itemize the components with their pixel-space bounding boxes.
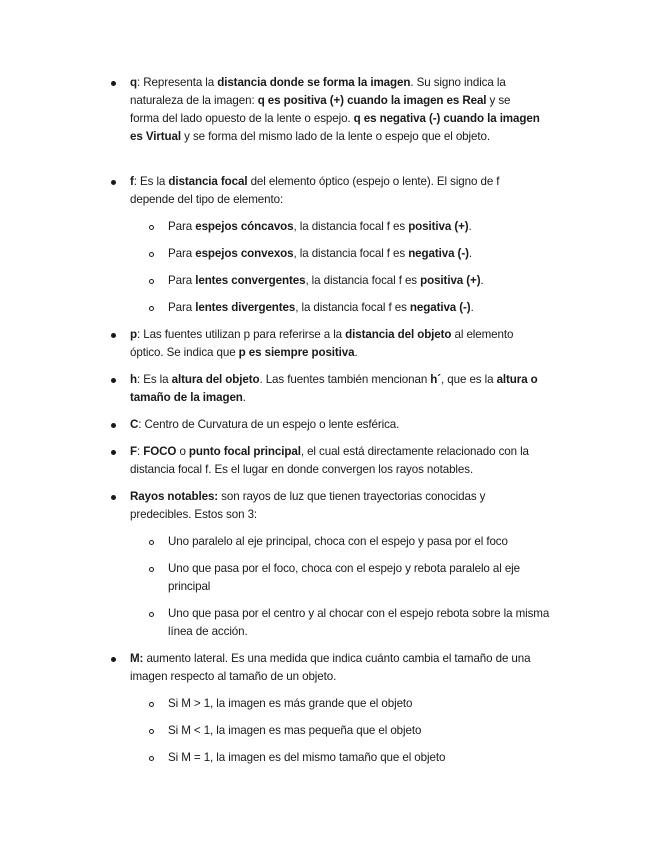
text-run: Para bbox=[168, 274, 196, 287]
text-run: Si M < 1, la imagen es mas pequeña que el objeto bbox=[168, 724, 422, 737]
bullet-circle-icon bbox=[149, 702, 154, 707]
sub-list-item bbox=[168, 272, 558, 290]
text-run: y se forma del mismo lado de la lente o espejo que el objeto. bbox=[181, 130, 490, 143]
bold-term: positiva (+) bbox=[420, 274, 481, 287]
text-run: . bbox=[468, 220, 472, 233]
text-run: Para bbox=[168, 247, 196, 260]
text-run: , que es la bbox=[441, 373, 497, 386]
list-item bbox=[130, 74, 542, 146]
bullet-disc-icon bbox=[111, 333, 116, 338]
bullet-circle-icon bbox=[149, 279, 154, 284]
bold-term: negativa (-) bbox=[409, 301, 471, 314]
text-run: Uno paralelo al eje principal, choca con el espejo y pasa por el foco bbox=[168, 535, 508, 548]
bold-term: distancia focal bbox=[168, 175, 248, 188]
text-run: . Su signo indica la naturaleza de la imagen: bbox=[130, 76, 506, 107]
sub-list-item bbox=[168, 299, 558, 317]
bold-term: f bbox=[130, 175, 134, 188]
list-item bbox=[130, 326, 542, 362]
list-item bbox=[130, 488, 542, 524]
text-run: Para bbox=[168, 220, 196, 233]
bold-term: espejos convexos bbox=[195, 247, 294, 260]
bullet-disc-icon bbox=[111, 81, 116, 86]
text-run: . bbox=[480, 274, 484, 287]
bullet-disc-icon bbox=[111, 450, 116, 455]
sub-list-item bbox=[168, 245, 558, 263]
bold-term: altura del objeto bbox=[171, 373, 260, 386]
text-run: , la distancia focal f es bbox=[295, 301, 410, 314]
list-item-text bbox=[130, 175, 499, 206]
text-run: , la distancia focal f es bbox=[293, 220, 409, 233]
bold-term: espejos cóncavos bbox=[195, 220, 294, 233]
bold-term: q es positiva (+) cuando la imagen es Real bbox=[257, 94, 487, 107]
text-run: : Centro de Curvatura de un espejo o lente esférica. bbox=[138, 418, 400, 431]
bullet-circle-icon bbox=[149, 306, 154, 311]
list-item-text bbox=[168, 247, 472, 260]
text-run: : Representa la bbox=[136, 76, 218, 89]
bullet-circle-icon bbox=[149, 567, 154, 572]
sub-list-item bbox=[168, 560, 558, 596]
bold-term: negativa (-) bbox=[408, 247, 469, 260]
text-run: Uno que pasa por el foco, choca con el espejo y rebota paralelo al eje principal bbox=[168, 562, 520, 593]
bold-term: lentes convergentes bbox=[195, 274, 306, 287]
text-run: . bbox=[468, 247, 472, 260]
sub-list-item bbox=[168, 722, 558, 740]
sub-list-item bbox=[168, 218, 558, 236]
bullet-circle-icon bbox=[149, 756, 154, 761]
sub-list-item bbox=[168, 533, 558, 551]
text-run: aumento lateral. Es una medida que indica cuánto cambia el tamaño de una imagen respecto al tamaño de un objeto. bbox=[130, 652, 531, 683]
list-item-text bbox=[168, 535, 508, 548]
list-item-text bbox=[130, 445, 529, 476]
text-run: Si M > 1, la imagen es más grande que el objeto bbox=[168, 697, 413, 710]
bullet-disc-icon bbox=[111, 423, 116, 428]
list-item bbox=[130, 371, 542, 407]
list-item-text bbox=[130, 490, 485, 521]
list-item-text bbox=[168, 274, 484, 287]
bold-term: p es siempre positiva bbox=[238, 346, 355, 359]
bold-term: q es negativa (-) cuando la imagen es Virtual bbox=[130, 112, 540, 143]
text-run: al elemento óptico. Se indica que bbox=[130, 328, 514, 359]
list-item-text bbox=[168, 562, 520, 593]
bullet-circle-icon bbox=[149, 540, 154, 545]
bullet-circle-icon bbox=[149, 612, 154, 617]
bold-term: h´ bbox=[430, 373, 442, 386]
list-item-text bbox=[168, 697, 412, 710]
text-run: del elemento óptico (espejo o lente). El signo de f depende del tipo de elemento: bbox=[130, 175, 500, 206]
bullet-disc-icon bbox=[111, 180, 116, 185]
list-item-text bbox=[130, 328, 513, 359]
list-item bbox=[130, 443, 542, 479]
text-run: : Es la bbox=[136, 373, 172, 386]
text-run: : Es la bbox=[133, 175, 169, 188]
text-run: son rayos de luz que tienen trayectorias conocidas y predecibles. Estos son 3: bbox=[130, 490, 486, 521]
sub-list-item bbox=[168, 749, 558, 767]
text-run: : bbox=[136, 445, 144, 458]
bold-term: M: bbox=[130, 652, 144, 665]
bold-term: punto focal principal bbox=[188, 445, 301, 458]
bullet-circle-icon bbox=[149, 729, 154, 734]
list-item-text bbox=[168, 220, 472, 233]
bold-term: F bbox=[130, 445, 137, 458]
text-run: Uno que pasa por el centro y al chocar con el espejo rebota sobre la misma línea de acción. bbox=[168, 607, 550, 638]
bullet-circle-icon bbox=[149, 252, 154, 257]
list-item-text bbox=[130, 418, 399, 431]
bullet-disc-icon bbox=[111, 378, 116, 383]
bullet-disc-icon bbox=[111, 495, 116, 500]
list-item bbox=[130, 173, 542, 209]
text-run: Si M = 1, la imagen es del mismo tamaño que el objeto bbox=[168, 751, 446, 764]
bold-term: C bbox=[130, 418, 139, 431]
bullet-circle-icon bbox=[149, 225, 154, 230]
bold-term: lentes divergentes bbox=[195, 301, 296, 314]
sub-list-item bbox=[168, 605, 558, 641]
bold-term: altura o tamaño de la imagen bbox=[130, 373, 538, 404]
text-run: . Las fuentes también mencionan bbox=[259, 373, 431, 386]
list-item bbox=[130, 416, 542, 434]
list-item-text bbox=[130, 373, 538, 404]
text-run: , la distancia focal f es bbox=[293, 247, 409, 260]
list-item bbox=[130, 650, 542, 686]
sub-list-item bbox=[168, 695, 558, 713]
text-run: o bbox=[176, 445, 189, 458]
text-run: , el cual está directamente relacionado con la distancia focal f. Es el lugar en donde convergen los rayos notables. bbox=[130, 445, 529, 476]
list-item-text bbox=[168, 751, 445, 764]
bold-term: distancia donde se forma la imagen bbox=[217, 76, 411, 89]
bold-term: p bbox=[130, 328, 137, 341]
text-run: . bbox=[354, 346, 358, 359]
list-item-text bbox=[130, 76, 540, 143]
bold-term: positiva (+) bbox=[408, 220, 469, 233]
bold-term: Rayos notables: bbox=[130, 490, 219, 503]
list-item-text bbox=[168, 301, 474, 314]
bold-term: FOCO bbox=[143, 445, 177, 458]
bullet-disc-icon bbox=[111, 657, 116, 662]
text-run: . bbox=[470, 301, 474, 314]
list-item-text bbox=[130, 652, 530, 683]
list-item-text bbox=[168, 724, 421, 737]
list-item-text bbox=[168, 607, 549, 638]
text-run: y se forma del lado opuesto de la lente o espejo. bbox=[130, 94, 511, 125]
bold-term: q bbox=[130, 76, 137, 89]
text-run: : Las fuentes utilizan p para referirse a la bbox=[136, 328, 346, 341]
text-run: . bbox=[242, 391, 246, 404]
text-run: , la distancia focal f es bbox=[305, 274, 421, 287]
bold-term: distancia del objeto bbox=[345, 328, 452, 341]
text-run: Para bbox=[168, 301, 196, 314]
bold-term: h bbox=[130, 373, 137, 386]
